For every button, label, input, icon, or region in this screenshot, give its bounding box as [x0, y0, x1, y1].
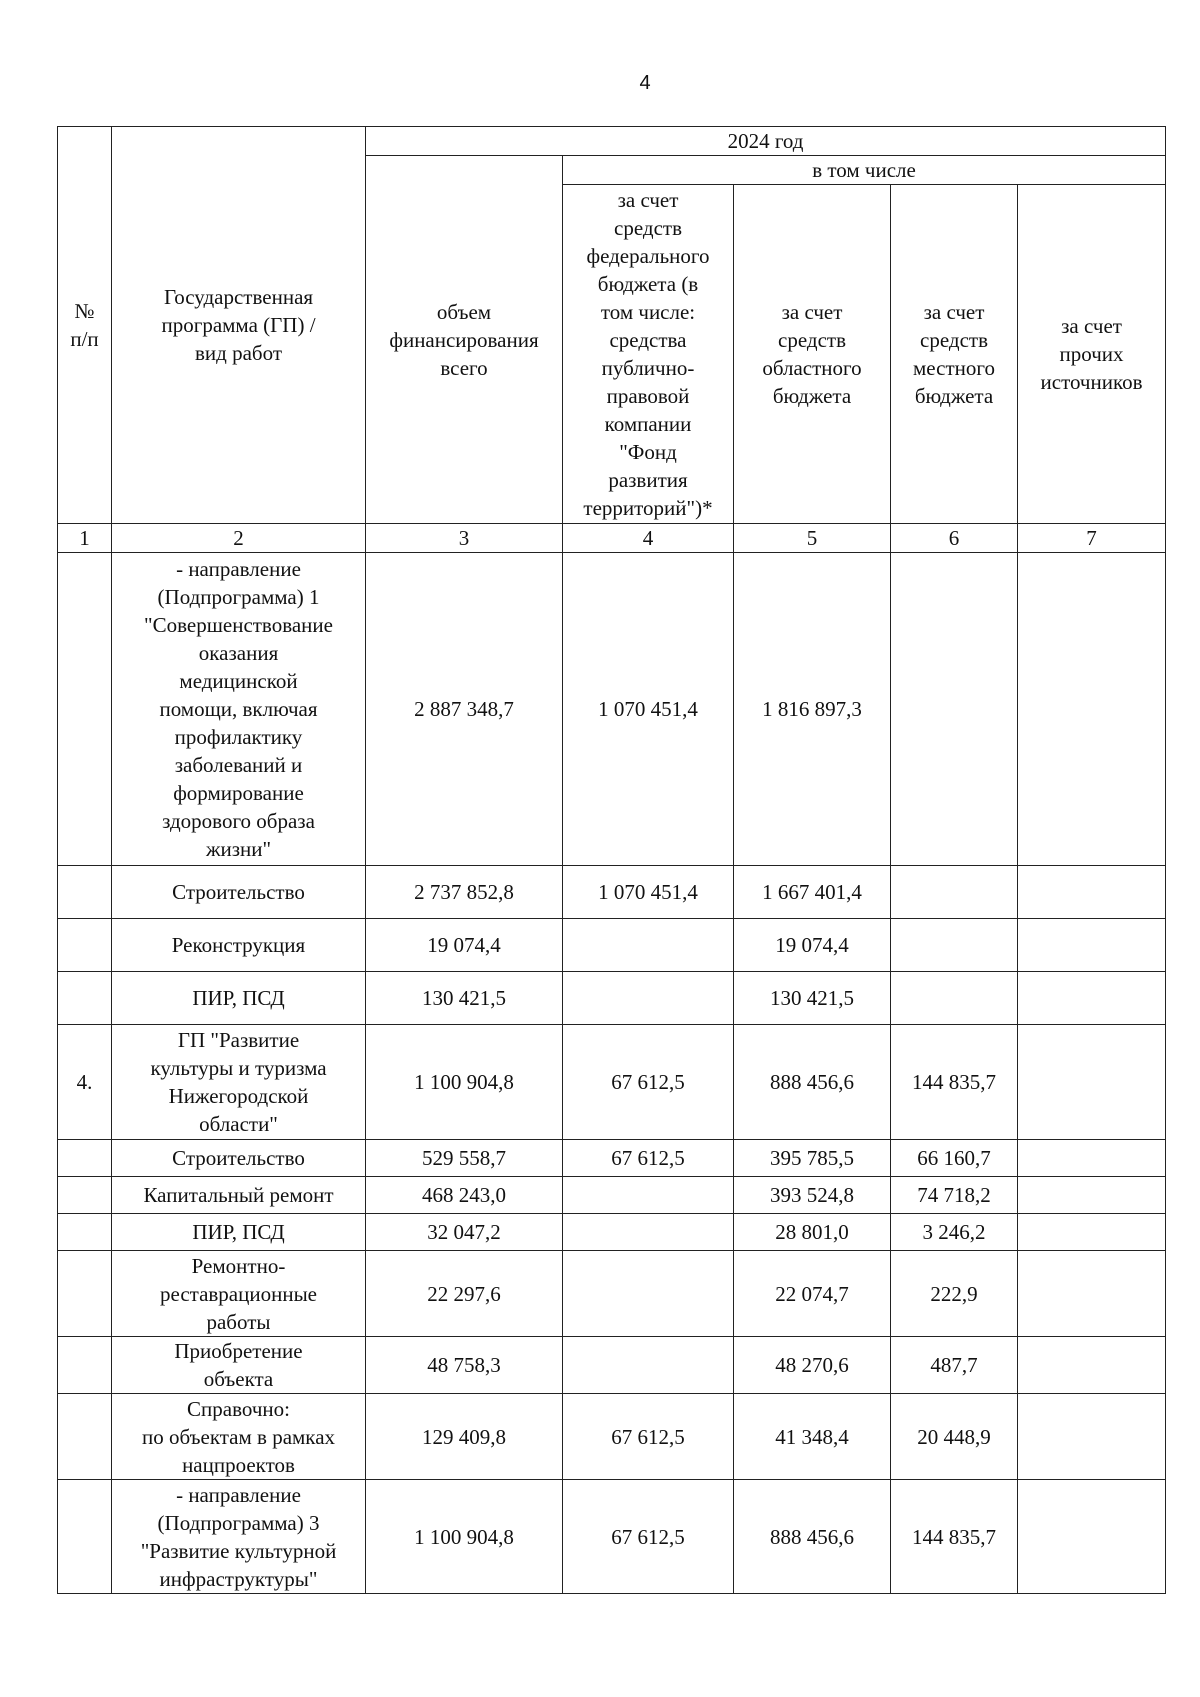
header-regional: за счет средств областного бюджета — [734, 185, 891, 524]
row-total: 1 100 904,8 — [366, 1480, 563, 1594]
header-including: в том числе — [563, 156, 1166, 185]
row-number — [58, 1177, 112, 1214]
row-regional: 41 348,4 — [734, 1394, 891, 1480]
row-local — [891, 553, 1018, 866]
row-federal — [563, 1214, 734, 1251]
row-number — [58, 1337, 112, 1394]
row-name: ГП "Развитие культуры и туризма Нижегородской области" — [112, 1025, 366, 1140]
table-row — [58, 1337, 1166, 1394]
row-regional: 393 524,8 — [734, 1177, 891, 1214]
row-total: 2 887 348,7 — [366, 553, 563, 866]
table-row — [58, 553, 1166, 866]
table-row — [58, 866, 1166, 919]
header-year: 2024 год — [366, 127, 1166, 156]
row-local: 144 835,7 — [891, 1025, 1018, 1140]
row-other — [1018, 1177, 1166, 1214]
row-local: 74 718,2 — [891, 1177, 1018, 1214]
row-number — [58, 1394, 112, 1480]
row-name: - направление (Подпрограмма) 3 "Развитие культурной инфраструктуры" — [112, 1480, 366, 1594]
row-local — [891, 866, 1018, 919]
row-federal: 1 070 451,4 — [563, 866, 734, 919]
table-row — [58, 1140, 1166, 1177]
row-total: 468 243,0 — [366, 1177, 563, 1214]
row-regional: 1 667 401,4 — [734, 866, 891, 919]
table-row — [58, 919, 1166, 972]
row-federal — [563, 972, 734, 1025]
row-name: - направление (Подпрограмма) 1 "Совершенствование оказания медицинской помощи, включая профилактику заболеваний и формирование здорового образа жизни" — [112, 553, 366, 866]
header-program: Государственная программа (ГП) / вид работ — [112, 127, 366, 524]
column-number: 3 — [366, 524, 563, 553]
header-local: за счет средств местного бюджета — [891, 185, 1018, 524]
row-other — [1018, 1480, 1166, 1594]
row-regional: 395 785,5 — [734, 1140, 891, 1177]
row-local: 20 448,9 — [891, 1394, 1018, 1480]
row-other — [1018, 1337, 1166, 1394]
row-total: 48 758,3 — [366, 1337, 563, 1394]
row-local: 144 835,7 — [891, 1480, 1018, 1594]
row-federal: 67 612,5 — [563, 1394, 734, 1480]
row-federal: 67 612,5 — [563, 1025, 734, 1140]
row-name: Реконструкция — [112, 919, 366, 972]
row-number — [58, 1251, 112, 1337]
row-other — [1018, 1394, 1166, 1480]
row-name: Приобретение объекта — [112, 1337, 366, 1394]
row-federal — [563, 1251, 734, 1337]
table-row — [58, 1480, 1166, 1594]
table-row — [58, 1394, 1166, 1480]
row-regional: 28 801,0 — [734, 1214, 891, 1251]
row-regional: 130 421,5 — [734, 972, 891, 1025]
row-number — [58, 919, 112, 972]
row-federal — [563, 1177, 734, 1214]
row-name: ПИР, ПСД — [112, 1214, 366, 1251]
row-name: Строительство — [112, 866, 366, 919]
page-number: 4 — [639, 72, 651, 94]
row-number: 4. — [58, 1025, 112, 1140]
row-total: 1 100 904,8 — [366, 1025, 563, 1140]
row-total: 22 297,6 — [366, 1251, 563, 1337]
row-local: 66 160,7 — [891, 1140, 1018, 1177]
table-row — [58, 1214, 1166, 1251]
row-name: Справочно: по объектам в рамках нацпроектов — [112, 1394, 366, 1480]
row-number — [58, 1480, 112, 1594]
column-number: 1 — [58, 524, 112, 553]
column-number-row — [58, 524, 1166, 553]
row-local — [891, 919, 1018, 972]
column-number: 5 — [734, 524, 891, 553]
row-local: 487,7 — [891, 1337, 1018, 1394]
row-federal — [563, 1337, 734, 1394]
row-number — [58, 972, 112, 1025]
row-number — [58, 866, 112, 919]
row-number — [58, 1214, 112, 1251]
table-row — [58, 972, 1166, 1025]
row-regional: 48 270,6 — [734, 1337, 891, 1394]
column-number: 7 — [1018, 524, 1166, 553]
row-total: 2 737 852,8 — [366, 866, 563, 919]
row-number — [58, 1140, 112, 1177]
row-other — [1018, 1025, 1166, 1140]
row-total: 529 558,7 — [366, 1140, 563, 1177]
row-local: 222,9 — [891, 1251, 1018, 1337]
table-row — [58, 1251, 1166, 1337]
row-number — [58, 553, 112, 866]
row-name: Строительство — [112, 1140, 366, 1177]
row-total: 19 074,4 — [366, 919, 563, 972]
header-number: № п/п — [58, 127, 112, 524]
column-number: 4 — [563, 524, 734, 553]
row-local — [891, 972, 1018, 1025]
column-number: 6 — [891, 524, 1018, 553]
row-other — [1018, 553, 1166, 866]
row-other — [1018, 919, 1166, 972]
row-other — [1018, 1214, 1166, 1251]
financing-table — [57, 126, 1166, 1594]
row-other — [1018, 1140, 1166, 1177]
column-number: 2 — [112, 524, 366, 553]
row-regional: 888 456,6 — [734, 1480, 891, 1594]
header-other: за счет прочих источников — [1018, 185, 1166, 524]
row-other — [1018, 972, 1166, 1025]
row-regional: 22 074,7 — [734, 1251, 891, 1337]
row-regional: 1 816 897,3 — [734, 553, 891, 866]
row-federal — [563, 919, 734, 972]
row-name: ПИР, ПСД — [112, 972, 366, 1025]
table-row — [58, 1177, 1166, 1214]
row-federal: 67 612,5 — [563, 1480, 734, 1594]
row-federal: 1 070 451,4 — [563, 553, 734, 866]
row-federal: 67 612,5 — [563, 1140, 734, 1177]
row-other — [1018, 1251, 1166, 1337]
row-regional: 19 074,4 — [734, 919, 891, 972]
row-total: 129 409,8 — [366, 1394, 563, 1480]
row-name: Капитальный ремонт — [112, 1177, 366, 1214]
table-row — [58, 1025, 1166, 1140]
row-name: Ремонтно- реставрационные работы — [112, 1251, 366, 1337]
header-total: объем финансирования всего — [366, 156, 563, 524]
row-other — [1018, 866, 1166, 919]
row-local: 3 246,2 — [891, 1214, 1018, 1251]
header-federal: за счет средств федерального бюджета (в том числе: средства публично- правовой компании "Фонд развития территорий")* — [563, 185, 734, 524]
row-total: 130 421,5 — [366, 972, 563, 1025]
row-regional: 888 456,6 — [734, 1025, 891, 1140]
row-total: 32 047,2 — [366, 1214, 563, 1251]
